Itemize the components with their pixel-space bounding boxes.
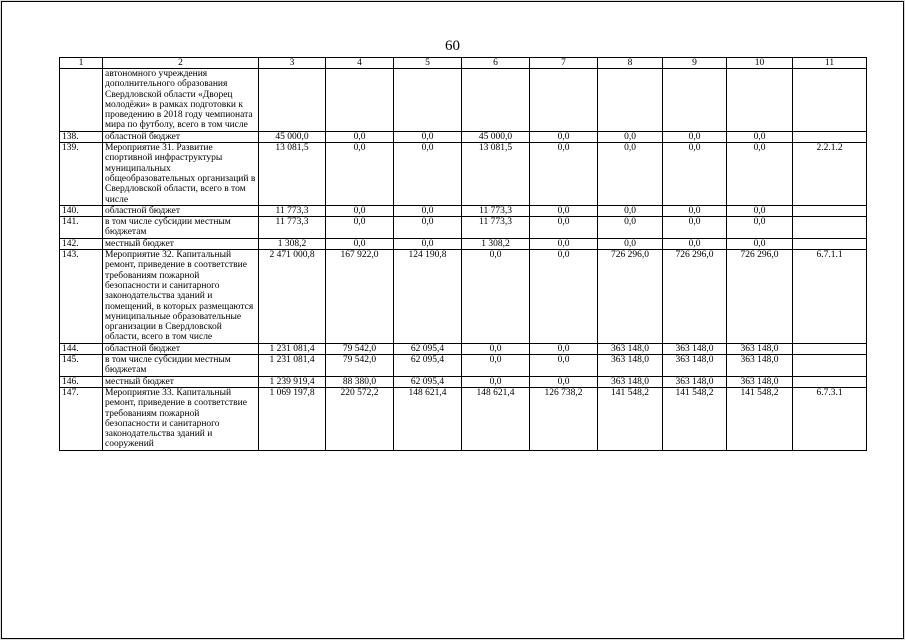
value-cell (598, 69, 663, 132)
value-cell: 726 296,0 (663, 250, 727, 344)
value-cell: 0,0 (598, 131, 663, 142)
value-cell: 0,0 (663, 217, 727, 239)
value-cell: 0,0 (663, 238, 727, 249)
value-cell: 0,0 (663, 205, 727, 216)
target-code: 2.2.1.2 (793, 143, 867, 206)
value-cell: 0,0 (663, 143, 727, 206)
value-cell: 62 095,4 (394, 343, 462, 354)
row-number: 142. (60, 238, 103, 249)
value-cell: 1 308,2 (462, 238, 530, 249)
table-row (60, 143, 867, 206)
value-cell: 124 190,8 (394, 250, 462, 344)
value-cell: 220 572,2 (326, 387, 394, 450)
value-cell (326, 69, 394, 132)
value-cell: 141 548,2 (598, 387, 663, 450)
value-cell: 363 148,0 (598, 376, 663, 387)
value-cell: 0,0 (530, 217, 598, 239)
row-name: областной бюджет (103, 205, 259, 216)
value-cell: 363 148,0 (663, 376, 727, 387)
value-cell: 79 542,0 (326, 355, 394, 377)
page-number: 60 (445, 38, 460, 54)
value-cell: 0,0 (598, 238, 663, 249)
value-cell: 148 621,4 (462, 387, 530, 450)
column-header: 11 (793, 58, 867, 69)
target-code (793, 217, 867, 239)
value-cell: 0,0 (663, 131, 727, 142)
value-cell: 148 621,4 (394, 387, 462, 450)
value-cell: 79 542,0 (326, 343, 394, 354)
table-row (60, 343, 867, 354)
value-cell: 141 548,2 (663, 387, 727, 450)
value-cell: 1 239 919,4 (259, 376, 326, 387)
value-cell: 363 148,0 (663, 343, 727, 354)
table-row (60, 131, 867, 142)
value-cell: 363 148,0 (727, 343, 793, 354)
row-name: Мероприятие 31. Развитие спортивной инфраструктуры муниципальных общеобразовательных организаций в Свердловской области, всего в том числе (103, 143, 259, 206)
value-cell: 11 773,3 (462, 205, 530, 216)
table-row (60, 387, 867, 450)
value-cell: 0,0 (727, 238, 793, 249)
value-cell: 363 148,0 (663, 355, 727, 377)
value-cell: 0,0 (530, 343, 598, 354)
value-cell: 141 548,2 (727, 387, 793, 450)
row-number: 141. (60, 217, 103, 239)
value-cell: 363 148,0 (727, 376, 793, 387)
value-cell: 0,0 (326, 205, 394, 216)
table-row (60, 250, 867, 344)
target-code (793, 355, 867, 377)
value-cell: 0,0 (394, 143, 462, 206)
row-name: местный бюджет (103, 376, 259, 387)
target-code (793, 376, 867, 387)
table-row (60, 355, 867, 377)
value-cell (663, 69, 727, 132)
value-cell: 2 471 000,8 (259, 250, 326, 344)
value-cell: 0,0 (394, 131, 462, 142)
value-cell: 62 095,4 (394, 376, 462, 387)
row-number (60, 69, 103, 132)
row-name: автономного учреждения дополнительного образования Свердловской области «Дворец молодёжи» в рамках подготовки к проведению в 2018 году чемпионата мира по футболу, всего в том числе (103, 69, 259, 132)
value-cell: 0,0 (530, 143, 598, 206)
target-code (793, 343, 867, 354)
row-number: 146. (60, 376, 103, 387)
target-code (793, 205, 867, 216)
target-code: 6.7.1.1 (793, 250, 867, 344)
row-number: 144. (60, 343, 103, 354)
budget-table (59, 57, 867, 451)
table-row (60, 376, 867, 387)
column-header: 7 (530, 58, 598, 69)
value-cell: 1 308,2 (259, 238, 326, 249)
table-body (60, 69, 867, 451)
row-name: Мероприятие 32. Капитальный ремонт, приведение в соответствие требованиям пожарной безопасности и санитарного законодательства зданий и помещений, в которых размещаются муниципальные образовательные организации в Свердловской области, всего в том числе (103, 250, 259, 344)
row-name: в том числе субсидии местным бюджетам (103, 355, 259, 377)
value-cell: 0,0 (530, 355, 598, 377)
value-cell: 0,0 (462, 355, 530, 377)
value-cell (394, 69, 462, 132)
value-cell: 0,0 (394, 217, 462, 239)
value-cell: 0,0 (394, 205, 462, 216)
row-name: местный бюджет (103, 238, 259, 249)
row-number: 140. (60, 205, 103, 216)
table-row (60, 69, 867, 132)
value-cell: 45 000,0 (259, 131, 326, 142)
value-cell (727, 69, 793, 132)
target-code (793, 69, 867, 132)
value-cell: 0,0 (727, 131, 793, 142)
row-number: 145. (60, 355, 103, 377)
row-number: 139. (60, 143, 103, 206)
column-header: 3 (259, 58, 326, 69)
value-cell: 0,0 (530, 131, 598, 142)
value-cell: 1 231 081,4 (259, 343, 326, 354)
value-cell: 0,0 (727, 205, 793, 216)
value-cell: 11 773,3 (462, 217, 530, 239)
column-header: 6 (462, 58, 530, 69)
value-cell: 13 081,5 (259, 143, 326, 206)
value-cell: 0,0 (530, 250, 598, 344)
value-cell: 1 231 081,4 (259, 355, 326, 377)
target-code: 6.7.3.1 (793, 387, 867, 450)
value-cell: 0,0 (326, 131, 394, 142)
value-cell: 0,0 (462, 250, 530, 344)
value-cell: 363 148,0 (598, 343, 663, 354)
value-cell (259, 69, 326, 132)
value-cell (462, 69, 530, 132)
value-cell: 0,0 (530, 205, 598, 216)
value-cell: 45 000,0 (462, 131, 530, 142)
column-header: 10 (727, 58, 793, 69)
value-cell: 726 296,0 (727, 250, 793, 344)
value-cell: 11 773,3 (259, 217, 326, 239)
table-row (60, 238, 867, 249)
column-header: 9 (663, 58, 727, 69)
value-cell: 0,0 (727, 217, 793, 239)
value-cell: 726 296,0 (598, 250, 663, 344)
value-cell: 167 922,0 (326, 250, 394, 344)
column-header: 1 (60, 58, 103, 69)
value-cell: 0,0 (530, 376, 598, 387)
row-name: областной бюджет (103, 131, 259, 142)
value-cell: 1 069 197,8 (259, 387, 326, 450)
row-name: областной бюджет (103, 343, 259, 354)
row-number: 143. (60, 250, 103, 344)
header-row (60, 58, 867, 69)
value-cell: 11 773,3 (259, 205, 326, 216)
value-cell: 88 380,0 (326, 376, 394, 387)
value-cell: 363 148,0 (598, 355, 663, 377)
value-cell: 0,0 (598, 217, 663, 239)
value-cell: 13 081,5 (462, 143, 530, 206)
column-header: 5 (394, 58, 462, 69)
column-header: 4 (326, 58, 394, 69)
target-code (793, 131, 867, 142)
value-cell: 0,0 (727, 143, 793, 206)
column-header: 2 (103, 58, 259, 69)
column-header: 8 (598, 58, 663, 69)
table-row (60, 217, 867, 239)
value-cell: 0,0 (462, 376, 530, 387)
value-cell (530, 69, 598, 132)
value-cell: 0,0 (326, 143, 394, 206)
row-name: в том числе субсидии местным бюджетам (103, 217, 259, 239)
value-cell: 363 148,0 (727, 355, 793, 377)
table-row (60, 205, 867, 216)
value-cell: 0,0 (530, 238, 598, 249)
value-cell: 0,0 (326, 238, 394, 249)
value-cell: 62 095,4 (394, 355, 462, 377)
value-cell: 0,0 (326, 217, 394, 239)
value-cell: 126 738,2 (530, 387, 598, 450)
value-cell: 0,0 (394, 238, 462, 249)
value-cell: 0,0 (462, 343, 530, 354)
row-number: 138. (60, 131, 103, 142)
row-name: Мероприятие 33. Капитальный ремонт, приведение в соответствие требованиям пожарной безопасности и санитарного законодательства зданий и сооружений (103, 387, 259, 450)
target-code (793, 238, 867, 249)
value-cell: 0,0 (598, 143, 663, 206)
value-cell: 0,0 (598, 205, 663, 216)
row-number: 147. (60, 387, 103, 450)
